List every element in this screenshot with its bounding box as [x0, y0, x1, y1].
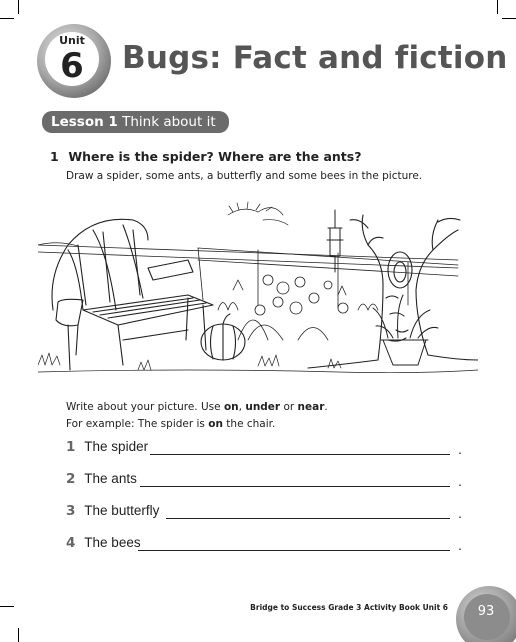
- unit-word: Unit: [59, 34, 85, 47]
- lesson-label: Lesson 1: [51, 114, 118, 130]
- sentence-line: [66, 439, 466, 459]
- vine: [228, 202, 288, 225]
- pumpkin: [201, 314, 245, 360]
- question-text: Where is the spider? Where are the ants?: [68, 149, 362, 164]
- sentence-label: The ants: [84, 471, 137, 486]
- question: [50, 149, 361, 164]
- sentence-number: 4: [66, 535, 76, 551]
- grass: [38, 353, 478, 373]
- garden-illustration: [38, 190, 478, 380]
- sentence-label: The butterfly: [84, 503, 160, 518]
- write-prefix: Write about your picture. Use: [66, 401, 224, 413]
- flower-bed: [218, 275, 378, 340]
- page-number: 93: [477, 604, 495, 619]
- lesson-bar: [42, 111, 229, 133]
- unit-number: 6: [60, 46, 84, 86]
- crop-mark: [0, 18, 14, 19]
- lesson-name: Think about it: [122, 114, 216, 130]
- example-suffix: the chair.: [222, 418, 276, 430]
- sentence-end: .: [458, 539, 462, 553]
- sentence-end: .: [458, 507, 462, 521]
- footer-text: Bridge to Success Grade 3 Activity Book Unit 6: [250, 603, 448, 612]
- crop-mark: [0, 606, 14, 607]
- word-on: on: [223, 401, 239, 413]
- writing-line[interactable]: [138, 550, 450, 551]
- write-end: .: [324, 401, 328, 413]
- write-sep: ,: [238, 401, 246, 413]
- unit-badge: [35, 22, 113, 100]
- bird-feeder: [327, 210, 343, 272]
- writing-line[interactable]: [140, 486, 450, 487]
- garden-chair: [52, 219, 213, 370]
- sentence-end: .: [458, 443, 462, 457]
- fence: [38, 243, 458, 308]
- crop-mark: [18, 628, 19, 642]
- sentence-number: 3: [66, 503, 76, 519]
- word-under: under: [245, 401, 281, 413]
- sentence-end: .: [458, 475, 462, 489]
- crop-mark: [502, 18, 516, 19]
- writing-line[interactable]: [150, 454, 450, 455]
- word-near: near: [297, 401, 325, 413]
- write-instruction: [66, 401, 328, 413]
- example-bold: on: [208, 418, 223, 430]
- page-number-badge: [455, 585, 516, 642]
- sentence-line: [66, 471, 466, 491]
- sentence-label: The bees: [84, 535, 141, 550]
- sentence-number: 2: [66, 471, 76, 487]
- write-sep: or: [280, 401, 298, 413]
- sentence-line: [66, 503, 466, 523]
- crop-mark: [18, 0, 19, 14]
- sentence-line: [66, 535, 466, 555]
- sentence-label: The spider: [84, 439, 149, 454]
- page-title: Bugs: Fact and fiction: [122, 40, 508, 76]
- tree: [308, 215, 478, 368]
- sentence-number: 1: [66, 439, 76, 455]
- example-prefix: For example: The spider is: [66, 418, 209, 430]
- question-number: 1: [50, 149, 59, 164]
- crop-mark: [497, 0, 498, 14]
- writing-line[interactable]: [166, 518, 450, 519]
- example-sentence: [66, 418, 275, 430]
- question-instruction: Draw a spider, some ants, a butterfly and some bees in the picture.: [66, 170, 423, 182]
